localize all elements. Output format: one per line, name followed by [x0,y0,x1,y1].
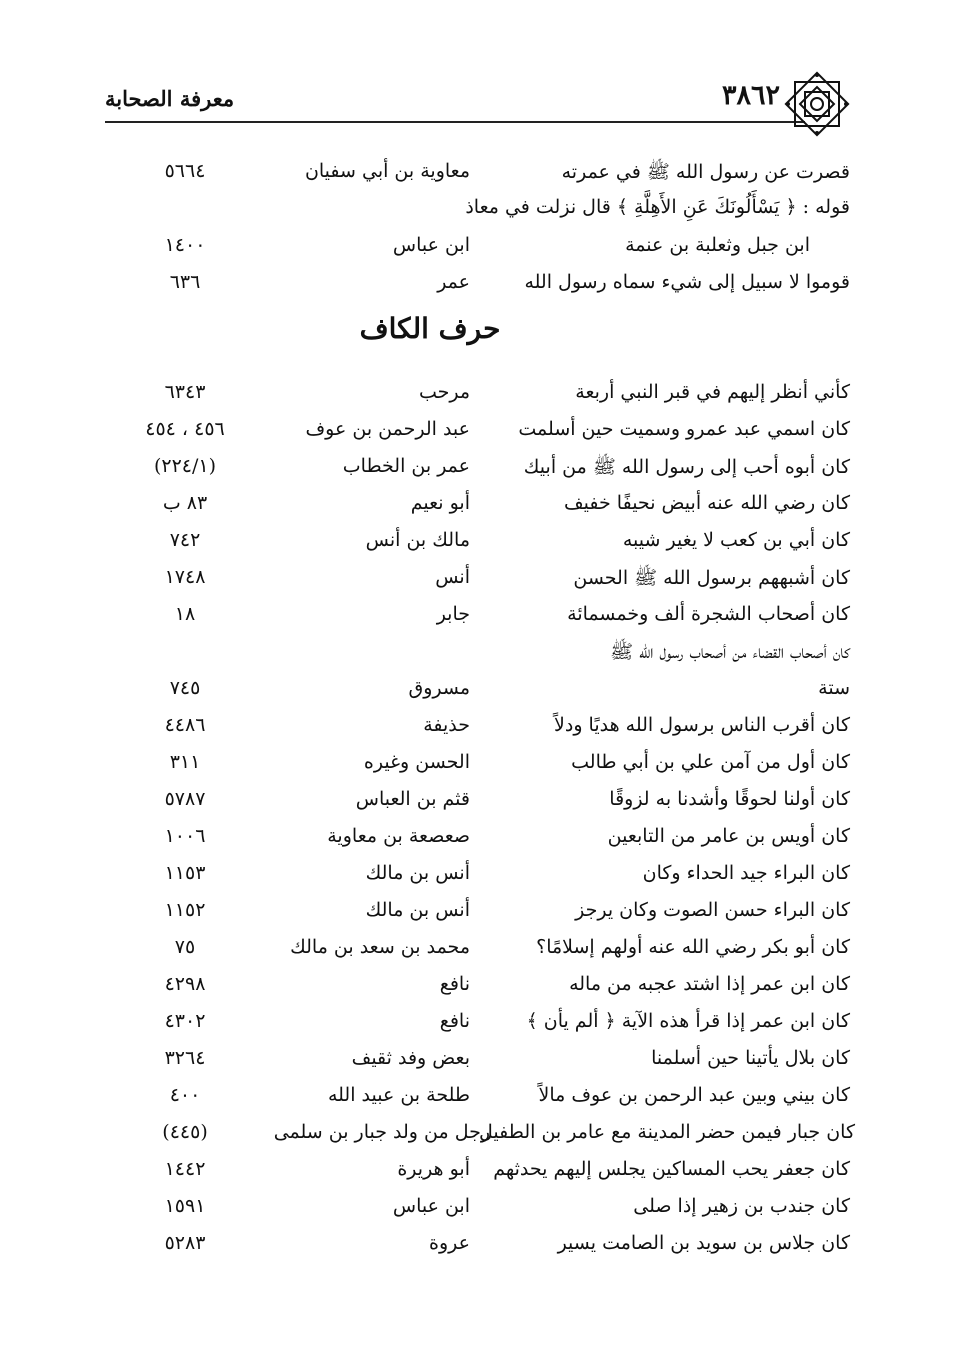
hadith-number: ١٨ [174,603,196,625]
page-number: ٣٨٦٢ [721,80,780,111]
index-row [0,418,961,452]
index-row [0,714,961,748]
hadith-incipit: كان أولنا لحوقًا وأشدنا به لزوقًا [609,788,850,810]
hadith-incipit: كأني أنظر إليهم في قبر النبي أربعة [575,381,850,403]
hadith-number: ٥٢٨٣ [164,1232,206,1254]
narrator: طلحة بن عبيد الله [327,1084,470,1106]
hadith-incipit: كان بلال يأتينا حين أسلمنا [651,1047,850,1069]
hadith-incipit: كان جبار فيمن حضر المدينة مع عامر بن الطفيل [479,1121,855,1143]
narrator: محمد بن سعد بن مالك [290,936,470,958]
narrator: أبو نعيم [410,492,470,514]
hadith-number: (٤٤٥) [162,1121,208,1143]
hadith-number: ١١٥٢ [164,899,206,921]
narrator: مسروق [408,677,470,699]
hadith-number: ١٤٠٠ [164,234,206,256]
section-heading: حرف الكاف [359,312,501,345]
hadith-incipit: كان جندب بن زهير إذا صلى [633,1195,850,1217]
narrator: أبو هريرة [397,1158,470,1180]
narrator: أنس [435,566,470,588]
hadith-incipit: كان اسمي عبد عمرو وسميت حين أسلمت [518,418,850,440]
hadith-incipit: كان أصحاب الشجرة ألف وخمسمائة [567,603,850,625]
hadith-number: ١٠٠٦ [164,825,206,847]
hadith-number: ٤٤٨٦ [164,714,206,736]
hadith-number: ٧٤٥ [169,677,201,699]
index-row [0,1158,961,1192]
hadith-incipit: كان البراء حسن الصوت وكان يرجز [575,899,850,921]
hadith-incipit: كان بيني وبين عبد الرحمن بن عوف مالاً [538,1084,850,1106]
narrator: حذيفة [423,714,470,736]
narrator: عمر بن الخطاب [342,455,470,477]
hadith-number: ٤٢٩٨ [164,973,206,995]
index-row [0,1010,961,1044]
narrator: مالك بن أنس [365,529,470,551]
index-row [0,603,961,637]
hadith-incipit: كان أبوه أحب إلى رسول الله ﷺ من أبيك [523,456,850,478]
hadith-number: ٥٦٦٤ [164,160,206,182]
hadith-incipit: كان أشبههم برسول الله ﷺ الحسن [573,567,850,589]
index-row [0,677,961,711]
hadith-incipit: كان جعفر يحب المساكين يجلس إليهم يحدثهم [493,1158,850,1180]
hadith-number: ٤٣٠٢ [164,1010,206,1032]
narrator: قثم بن العباس [355,788,470,810]
hadith-incipit: كان ابن عمر إذا قرأ هذه الآية ﴿ ألم يأن ﴾ [526,1010,850,1032]
narrator: الحسن وغيره [363,751,470,773]
index-row [0,640,961,674]
hadith-number: ٦٣٤٣ [164,381,206,403]
narrator: ابن عباس [392,234,470,256]
hadith-number: ٤٠٠ [169,1084,201,1106]
hadith-number: ٦٣٦ [169,271,201,293]
index-row [0,160,961,194]
hadith-incipit: كان أصحاب القضاء من أصحاب رسول الله ﷺ [610,641,850,663]
index-row [0,751,961,785]
index-row [0,271,961,305]
index-row [0,196,961,230]
index-row [0,1047,961,1081]
hadith-incipit: كان رضي الله عنه أبيض نحيفًا خفيف [564,492,850,514]
hadith-number: ٧٤٢ [169,529,201,551]
narrator: صعصعة بن معاوية [327,825,470,847]
index-row [0,566,961,600]
hadith-number: (٢٢٤/١) [153,455,217,477]
hadith-incipit: كان أويس بن عامر من التابعين [607,825,850,847]
index-row [0,788,961,822]
hadith-incipit: قوله : ﴿ يَسْأَلُونَكَ عَنِ الأَهِلَّةِ ﴾ قال نزلت في معاذ [465,196,850,218]
hadith-number: ١٥٩١ [164,1195,206,1217]
index-row [0,1232,961,1266]
hadith-incipit: قوموا لا سبيل إلى شيء سماه رسول الله [524,271,850,293]
index-row [0,234,961,268]
narrator: مرحب [418,381,470,403]
hadith-incipit: كان ابن عمر إذا اشتد عجبه من ماله [569,973,850,995]
hadith-number: ٣٢٦٤ [164,1047,206,1069]
hadith-incipit: كان أبو بكر رضي الله عنه أولهم إسلامًا؟ [536,936,850,958]
narrator: جابر [436,603,470,625]
index-row [0,1121,961,1155]
header-rule [105,121,805,123]
narrator: عبد الرحمن بن عوف [305,418,470,440]
hadith-number: ١٧٤٨ [164,566,206,588]
index-row [0,973,961,1007]
hadith-incipit: كان جلاس بن سويد بن الصامت يسير [557,1232,850,1254]
index-row [0,1195,961,1229]
index-row [0,529,961,563]
narrator: بعض وفد ثقيف [351,1047,470,1069]
hadith-number: ٤٥٦ ، ٤٥٤ [145,418,225,440]
hadith-number: ٣١١ [169,751,201,773]
hadith-number: ١٤٤٢ [164,1158,206,1180]
narrator: نافع [439,1010,470,1032]
octagonal-star-ornament-icon [783,70,851,138]
hadith-incipit: كان أول من آمن علي بن أبي طالب [571,751,850,773]
hadith-number: ٧٥ [174,936,196,958]
running-title: معرفة الصحابة [105,86,235,111]
hadith-incipit: كان أقرب الناس برسول الله هديًا ودلاً [554,714,850,736]
index-row [0,899,961,933]
narrator: رجل من ولد جبار بن سلمى [273,1121,490,1143]
narrator: عمر [437,271,470,293]
index-row [0,381,961,415]
narrator: أنس بن مالك [365,899,470,921]
hadith-incipit: ستة [818,677,850,699]
narrator: نافع [439,973,470,995]
hadith-number: ٥٧٨٧ [164,788,206,810]
index-row [0,492,961,526]
narrator: معاوية بن أبي سفيان [304,160,470,182]
narrator: ابن عباس [392,1195,470,1217]
hadith-incipit: ابن جبل وثعلبة بن عنمة [625,234,810,256]
narrator: عروة [429,1232,470,1254]
hadith-number: ٨٣ ب [162,492,208,514]
hadith-incipit: قصرت عن رسول الله ﷺ في عمرته [561,161,850,183]
hadith-incipit: كان أبي بن كعب لا يغير شيبه [622,529,850,551]
narrator: أنس بن مالك [365,862,470,884]
index-row [0,1084,961,1118]
hadith-incipit: كان البراء جيد الحداء وكان [642,862,850,884]
index-row [0,455,961,489]
index-row [0,825,961,859]
hadith-number: ١١٥٣ [164,862,206,884]
index-row [0,936,961,970]
index-row [0,862,961,896]
